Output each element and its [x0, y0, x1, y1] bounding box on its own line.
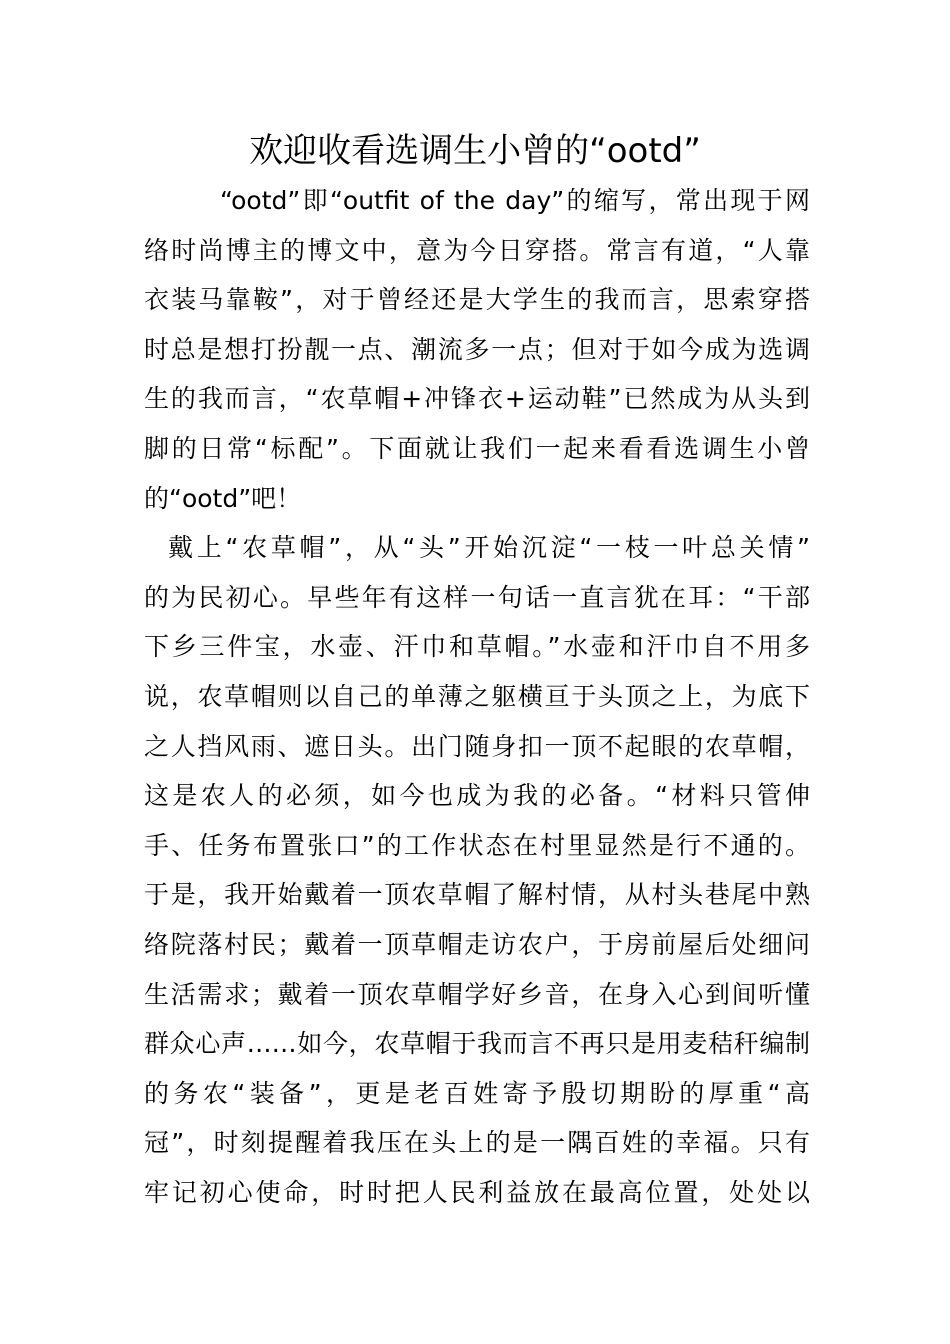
paragraph-line: 戴上“农草帽”，从“头”开始沉淀“一枝一叶总关情” [168, 533, 810, 563]
paragraph-line: 下乡三件宝，水壶、汗巾和草帽。”水壶和汗巾自不用多 [144, 632, 810, 662]
paragraph-line: 络院落村民；戴着一顶草帽走访农户，于房前屋后处细问 [144, 929, 810, 959]
paragraph-line: 生活需求；戴着一顶农草帽学好乡音，在身入心到间听懂 [144, 979, 810, 1009]
paragraph-line: 之人挡风雨、遮日头。出门随身扣一顶不起眼的农草帽， [144, 731, 810, 761]
paragraph-line: 于是，我开始戴着一顶农草帽了解村情，从村头巷尾中熟 [144, 880, 810, 910]
paragraph-line: 的为民初心。早些年有这样一句话一直言犹在耳：“干部 [144, 582, 810, 612]
paragraph-line: 络时尚博主的博文中，意为今日穿搭。常言有道，“人靠 [144, 235, 810, 265]
paragraph-line: 说，农草帽则以自己的单薄之躯横亘于头顶之上，为底下 [144, 681, 810, 711]
paragraph-line: “ootd”即“outfit of the day”的缩写，常出现于网 [220, 186, 810, 215]
paragraph-line: 时总是想打扮靓一点、潮流多一点；但对于如今成为选调 [144, 334, 810, 364]
paragraph-line: 手、任务布置张口”的工作状态在村里显然是行不通的。 [144, 830, 810, 860]
paragraph-line: 牢记初心使命，时时把人民利益放在最高位置，处处以 [144, 1177, 810, 1207]
paragraph-line: 的务农“装备”，更是老百姓寄予殷切期盼的厚重“高 [144, 1078, 810, 1108]
paragraph-line: 这是农人的必须，如今也成为我的必备。“材料只管伸 [144, 781, 810, 811]
paragraph-line: 衣装马靠鞍”，对于曾经还是大学生的我而言，思索穿搭 [144, 285, 810, 315]
paragraph-line: 脚的日常“标配”。下面就让我们一起来看看选调生小曾 [144, 433, 810, 463]
paragraph-line: 冠”，时刻提醒着我压在头上的是一隅百姓的幸福。只有 [144, 1128, 810, 1158]
paragraph-line: 的“ootd”吧！ [144, 483, 302, 513]
document-body [144, 176, 810, 1217]
paragraph-line: 群众心声……如今，农草帽于我而言不再只是用麦秸秆编制 [144, 1029, 810, 1059]
document-title: 欢迎收看选调生小曾的“ootd” [249, 131, 701, 171]
paragraph-line: 生的我而言，“农草帽+冲锋衣+运动鞋”已然成为从头到 [144, 384, 810, 414]
